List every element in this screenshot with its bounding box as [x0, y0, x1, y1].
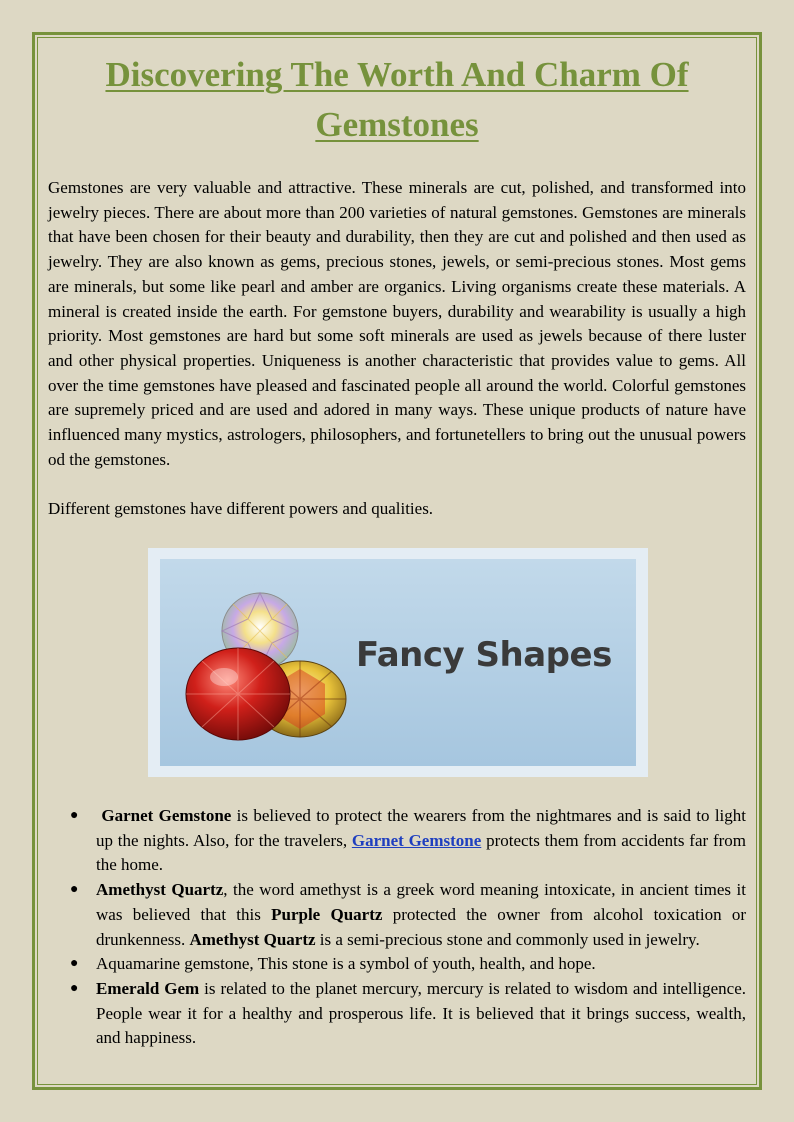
amethyst-text-1: , the word amethyst is a greek word meaning intoxicate, in ancient times it was believed that this: [96, 880, 746, 924]
banner-panel: [160, 559, 636, 766]
amethyst-label-2: Amethyst Quartz: [189, 929, 316, 949]
emerald-label: Emerald Gem: [96, 978, 200, 998]
garnet-label: Garnet Gemstone: [101, 806, 232, 825]
garnet-gemstone-link[interactable]: Garnet Gemstone: [351, 830, 482, 850]
purple-quartz-label: Purple Quartz: [271, 904, 383, 924]
list-item-garnet: [48, 804, 746, 878]
amethyst-label: Amethyst Quartz: [96, 880, 224, 900]
gemstones-illustration: [180, 589, 350, 749]
page-title-line-1: Discovering The Worth And Charm Of: [105, 55, 689, 94]
fancy-shapes-banner: [148, 548, 648, 777]
page-title: [48, 50, 746, 150]
bullet-icon: ●: [70, 882, 79, 898]
bullet-icon: ●: [70, 956, 79, 972]
intro-paragraph: Gemstones are very valuable and attractive. These minerals are cut, polished, and transformed into jewelry pieces. There are about more than 200 varieties of natural gemstones. Gemstones are minerals that have been chosen for their beauty and durability, then they are cut and polished and then used as jewelry. They are also known as gems, precious stones, jewels, or semi-precious stones. Most gems are minerals, but some like pearl and amber are organics. Living organisms create these materials. A mineral is created inside the earth. For gemstone buyers, durability and wearability is usually a high priority. Most gemstones are hard but some soft minerals are used as jewels because of there luster and other physical properties. Uniqueness is another characteristic that provides value to gems. All over the time gemstones have pleased and fascinated people all around the world. Colorful gemstones are supremely priced and are used and adored in many ways. These unique products of nature have influenced many mystics, astrologers, philosophers, and fortunetellers to bring out the unusual powers od the gemstones.: [48, 178, 746, 469]
aquamarine-text: Aquamarine gemstone, This stone is a symbol of youth, health, and hope.: [96, 954, 596, 974]
garnet-text-1: is believed to protect the wearers from the nightmares and is said to light up the nights. Also, for the travelers,: [96, 806, 747, 850]
emerald-text: is related to the planet mercury, mercury is related to wisdom and intelligence. People wear it for a healthy and prosperous life. It is believed that it brings success, wealth, and happiness.: [96, 978, 746, 1048]
gemstone-list: [48, 804, 746, 1051]
red-garnet-gem-icon: [186, 648, 290, 740]
intro-closing-line: Different gemstones have different powers and qualities.: [48, 499, 434, 518]
banner-text: Fancy Shapes: [356, 635, 612, 675]
list-item-amethyst: [48, 878, 746, 952]
bullet-icon: ●: [70, 980, 79, 996]
page-title-line-2: Gemstones: [315, 105, 479, 144]
bullet-icon: ●: [70, 808, 79, 823]
amethyst-text-3: is a semi-precious stone and commonly used in jewelry.: [315, 929, 700, 949]
list-item-emerald: [48, 977, 746, 1051]
garnet-text-2: protects them from accidents far from the home.: [96, 830, 746, 875]
list-item-aquamarine: [48, 952, 746, 977]
amethyst-text-2: protected the owner from alcohol toxication or drunkenness.: [96, 904, 746, 949]
